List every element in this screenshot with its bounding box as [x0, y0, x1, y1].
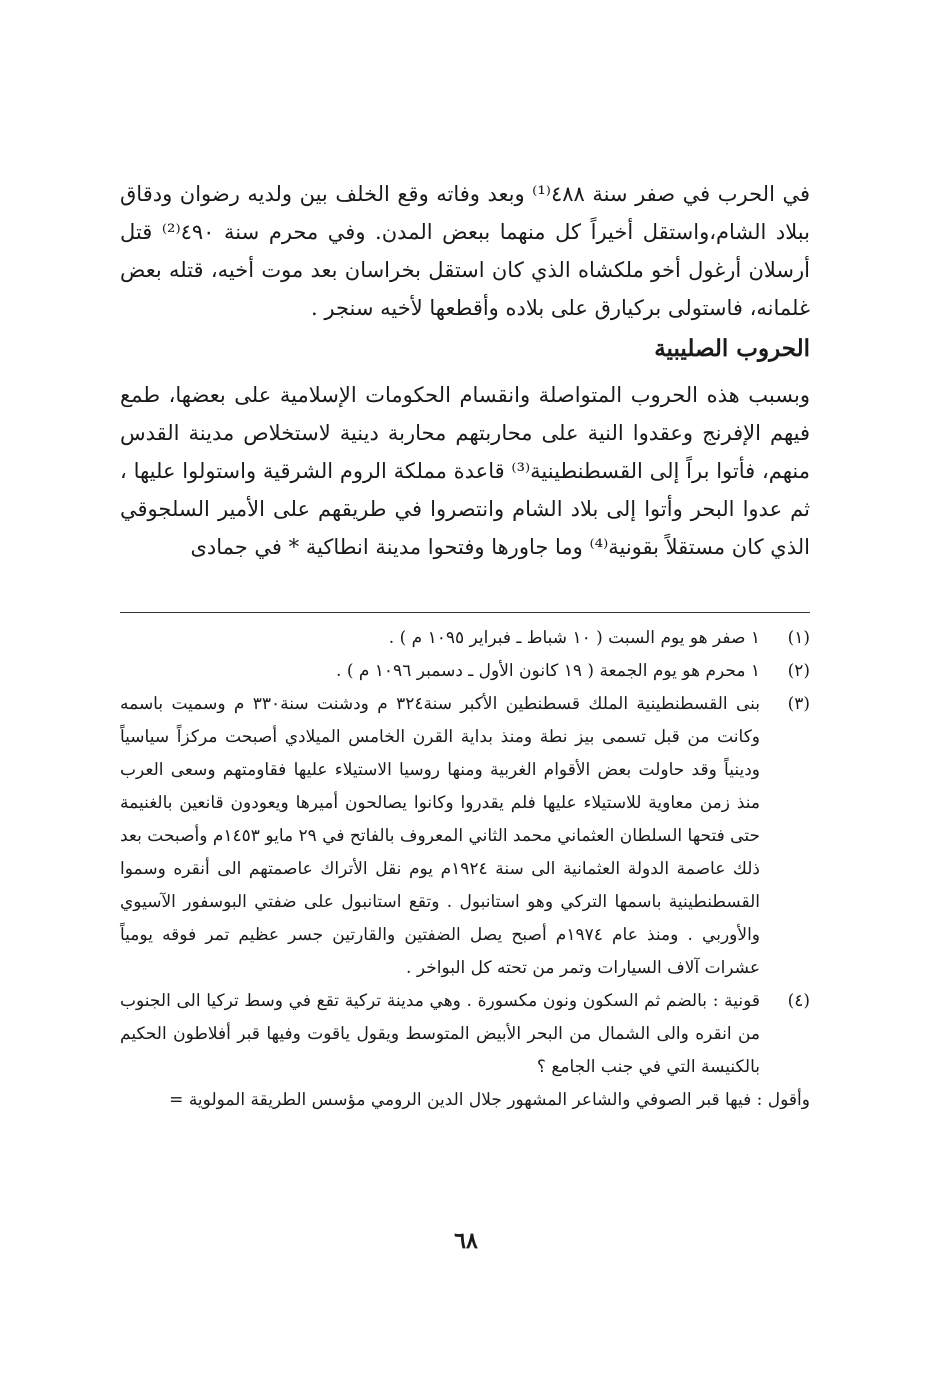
footnote-3 — [120, 688, 810, 985]
footnote-number: (٣) — [787, 694, 810, 714]
footnote-text: ١ صفر هو يوم السبت ( ١٠ شباط ـ فبراير ١٠٩٥ م ) . — [388, 628, 760, 648]
footnote-continuation: وأقول : فيها قبر الصوفي والشاعر المشهور جلال الدين الرومي مؤسس الطريقة المولوية = — [169, 1090, 810, 1110]
footnote-4 — [120, 985, 810, 1084]
footnote-1 — [120, 622, 810, 655]
body-paragraph-1: في الحرب في صفر سنة ٤٨٨⁽¹⁾ وبعد وفاته وقع الخلف بين ولديه رضوان ودقاق ببلاد الشام،واستقل أخيراً كل منهما ببعض المدن. وفي محرم سنة ٤٩٠⁽²⁾ قتل أرسلان أرغول أخو ملكشاه الذي كان استقل بخراسان بعد موت أخيه، قتله بعض غلمانه، فاستولى بركيارق على بلاده وأقطعها لأخيه سنجر . — [120, 182, 810, 320]
footnote-text: بنى القسطنطينية الملك قسطنطين الأكبر سنة٣٢٤ م ودشنت سنة٣٣٠ م وسميت باسمه وكانت من قبل تسمى بيز نطة ومنذ بداية القرن الخامس الميلادي أصبحت مركزاً سياسياً ودينياً وقد حاولت بعض الأقوام الغربية ومنها روسيا الاستيلاء عليها فقاومتهم وسعى العرب منذ زمن معاوية للاستيلاء عليها فلم يقدروا وكانوا يصالحون أميرها ويعودون قانعين بالغنيمة حتى فتحها السلطان العثماني محمد الثاني المعروف بالفاتح في ٢٩ مايو ١٤٥٣م وأصبحت بعد ذلك عاصمة الدولة العثمانية الى سنة ١٩٢٤م يوم نقل الأتراك عاصمتهم الى أنقره وسموا القسطنطينية باسمها التركي وهو استانبول . وتقع استانبول على ضفتي البوسفور الآسيوي والأوربي . ومنذ عام ١٩٧٤م أصبح يصل الضفتين والقارتين جسر عظيم تمر فوقه يومياً عشرات آلاف السيارات وتمر من تحته كل البواخر . — [120, 694, 760, 978]
page-number: ٦٨ — [454, 1228, 478, 1254]
footnotes — [120, 622, 810, 1117]
footnote-2 — [120, 655, 810, 688]
footnote-text: قونية : بالضم ثم السكون ونون مكسورة . وهي مدينة تركية تقع في وسط تركيا الى الجنوب من انقره والى الشمال من البحر الأبيض المتوسط ويقول ياقوت وفيها قبر أفلاطون الحكيم بالكنيسة التي في جنب الجامع ؟ — [120, 991, 760, 1077]
section-heading: الحروب الصليبية — [654, 335, 810, 362]
footnote-separator — [120, 612, 810, 613]
footnote-number: (٢) — [787, 661, 810, 681]
footnote-number: (٤) — [787, 991, 810, 1011]
footnote-number: (١) — [787, 628, 810, 648]
footnote-text: ١ محرم هو يوم الجمعة ( ١٩ كانون الأول ـ دسمبر ١٠٩٦ م ) . — [336, 661, 760, 681]
body-paragraph-2: وبسبب هذه الحروب المتواصلة وانقسام الحكومات الإسلامية على بعضها، طمع فيهم الإفرنج وعقدوا النية على محاربتهم محاربة دينية لاستخلاص مدينة القدس منهم، فأتوا براً إلى القسطنطينية⁽³⁾ قاعدة مملكة الروم الشرقية واستولوا عليها ، ثم عدوا البحر وأتوا إلى بلاد الشام وانتصروا في طريقهم على الأمير السلجوقي الذي كان مستقلاً بقونية⁽⁴⁾ وما جاورها وفتحوا مدينة انطاكية * في جمادى — [120, 383, 810, 559]
